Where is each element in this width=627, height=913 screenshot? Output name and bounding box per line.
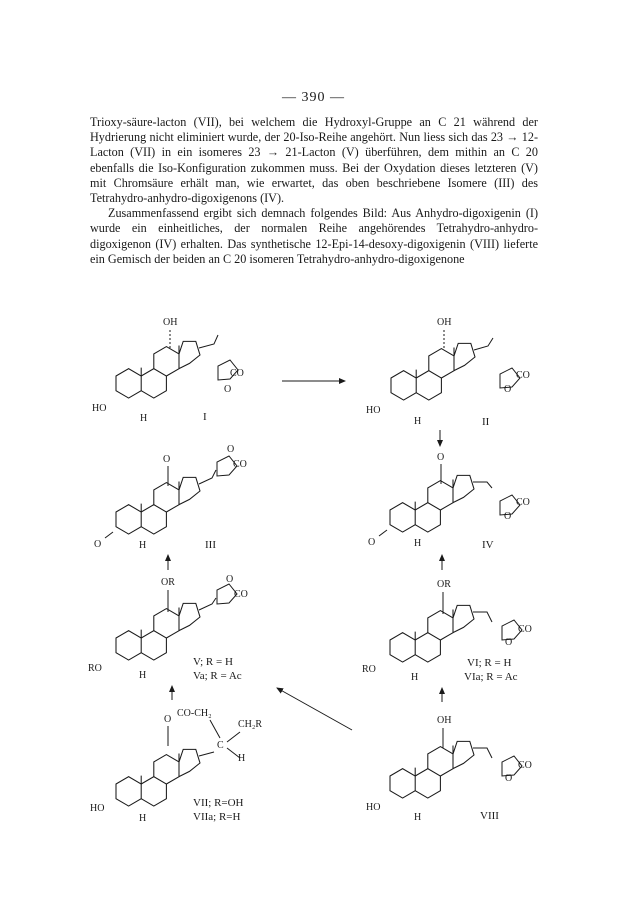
atom-label: O	[163, 454, 171, 465]
atom-label: H	[414, 416, 422, 427]
atom-label: CO	[518, 760, 532, 771]
atom-label: CO-CH₂	[177, 708, 212, 719]
compound-label: I	[203, 411, 207, 423]
atom-label: CO	[234, 589, 248, 600]
compound-label: IV	[482, 539, 494, 551]
atom-label: OR	[437, 579, 451, 590]
atom-label: RO	[88, 663, 102, 674]
atom-label: H	[414, 812, 422, 823]
atom-label: HO	[366, 405, 381, 416]
atom-label: OH	[163, 317, 178, 328]
atom-label: O	[368, 537, 376, 548]
atom-label: O	[164, 714, 172, 725]
atom-label: RO	[362, 664, 376, 675]
atom-label: O	[504, 511, 512, 522]
atom-label: H	[414, 538, 422, 549]
atom-label: O	[224, 384, 232, 395]
atom-label: CH₂R	[238, 719, 263, 730]
atom-label: CO	[233, 459, 247, 470]
reaction-arrow	[277, 688, 352, 730]
compound-label: VIIa; R=H	[193, 811, 241, 823]
compound-label: II	[482, 416, 490, 428]
compound-III	[94, 444, 247, 551]
atom-label: O	[94, 539, 102, 550]
atom-label: CO	[516, 497, 530, 508]
page-number: — 390 —	[282, 90, 345, 105]
atom-label: CO	[518, 624, 532, 635]
atom-label: O	[437, 452, 445, 463]
compound-I	[92, 317, 244, 424]
atom-label: OR	[161, 577, 175, 588]
atom-label: H	[139, 813, 147, 824]
compound-label: V; R = H	[193, 656, 233, 668]
atom-label: H	[238, 753, 246, 764]
atom-label: O	[504, 384, 512, 395]
atom-label: H	[139, 540, 147, 551]
atom-label: HO	[92, 403, 107, 414]
atom-label: CO	[230, 368, 244, 379]
atom-label: O	[505, 637, 513, 648]
atom-label: O	[227, 444, 235, 455]
paragraph-1: Trioxy-säure-lacton (VII), bei welchem die Hydroxyl-Gruppe an C 21 während der Hydrierung nicht eliminiert wurde, der 20-Iso-Reihe angehört. Nun liess sich das 23 → 12-Lacton (VII) in ein isomeres 23 → 21-Lacton (V) überführen, dem mithin an C 20 ebenfalls die Iso-Konfiguration zukommen muss. Bei der Oxydation dieses letzteren (V) mit Chromsäure erhält man, wie erwartet, das oben beschriebene Isomere (III) des Tetrahydro-anhydro-digoxigenons (IV).	[90, 115, 538, 206]
compound-label: Va; R = Ac	[193, 670, 242, 682]
compound-V	[88, 574, 248, 682]
compound-label: VIa; R = Ac	[464, 671, 518, 683]
compound-label: VII; R=OH	[193, 797, 244, 809]
atom-label: O	[505, 773, 513, 784]
atom-label: H	[140, 413, 148, 424]
compound-label: III	[205, 539, 216, 551]
paragraph-2: Zusammenfassend ergibt sich demnach folgendes Bild: Aus Anhydro-digoxigenin (I) wurde ein einheitliches, der normalen Reihe angehörendes Tetrahydro-anhydro-digoxigenon (IV) erhalten. Das synthetische 12-Epi-14-desoxy-digoxigenin (VIII) lieferte ein Gemisch der beiden an C 20 isomeren Tetrahydro-anhydro-digoxigenone	[90, 206, 538, 266]
compound-label: VIII	[480, 810, 499, 822]
atom-label: H	[411, 672, 419, 683]
atom-label: H	[139, 670, 147, 681]
compound-VI	[362, 579, 532, 683]
compound-VII	[90, 708, 262, 824]
atom-label: C	[217, 740, 224, 751]
compound-IV	[368, 452, 530, 551]
atom-label: O	[226, 574, 234, 585]
compound-II	[366, 317, 530, 428]
atom-label: OH	[437, 317, 452, 328]
compound-label: VI; R = H	[467, 657, 512, 669]
atom-label: HO	[366, 802, 381, 813]
atom-label: OH	[437, 715, 452, 726]
atom-label: HO	[90, 803, 105, 814]
compound-VIII	[366, 715, 532, 823]
atom-label: CO	[516, 370, 530, 381]
